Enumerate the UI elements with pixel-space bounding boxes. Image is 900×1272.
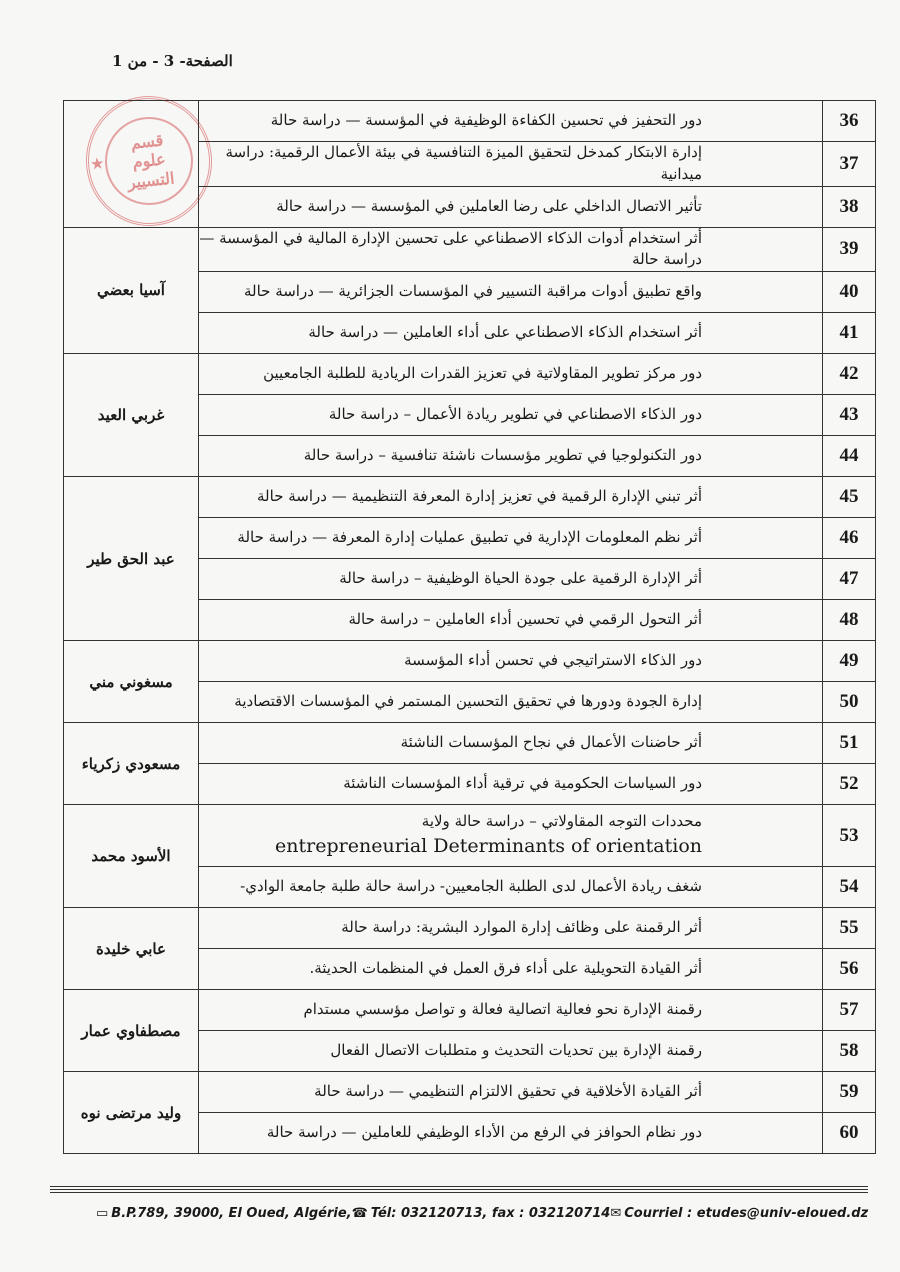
subject-title-text: أثر الرقمنة على وظائف إدارة الموارد البشرية: دراسة حالة: [341, 918, 702, 937]
supervisor-name: غربي العيد: [64, 354, 199, 477]
subject-title-text: أثر استخدام الذكاء الاصطناعي على أداء العاملين — دراسة حالة: [308, 323, 702, 342]
subject-number: 40: [823, 272, 876, 313]
subject-number: 38: [823, 186, 876, 227]
subject-title: [199, 1113, 823, 1154]
subjects-table: [63, 100, 876, 1154]
subject-title: [199, 641, 823, 682]
subject-title: [199, 272, 823, 313]
subject-number: 52: [823, 764, 876, 805]
subject-number: 51: [823, 723, 876, 764]
page-number: الصفحة- 3 - من 1: [112, 52, 233, 70]
subject-title: [199, 764, 823, 805]
table-row: [64, 990, 876, 1031]
stamp-line-1: قسم: [129, 130, 165, 153]
mailbox-icon: ▭: [96, 1206, 109, 1221]
subject-title-text: إدارة الجودة ودورها في تحقيق التحسين المستمر في المؤسسات الاقتصادية: [234, 692, 702, 711]
subject-title-text: دور التحفيز في تحسين الكفاءة الوظيفية في المؤسسة — دراسة حالة: [270, 111, 702, 130]
subject-title: [199, 142, 823, 187]
subject-title-text: أثر حاضنات الأعمال في نجاح المؤسسات الناشئة: [400, 733, 702, 752]
table-row: [64, 908, 876, 949]
subject-number: 49: [823, 641, 876, 682]
subject-number: 47: [823, 559, 876, 600]
subject-number: 59: [823, 1072, 876, 1113]
subject-title: [199, 101, 823, 142]
stamp-line-2: علوم التسيير: [126, 149, 176, 192]
subject-title-text: محددات التوجه المقاولاتي – دراسة حالة ولاية: [421, 811, 702, 830]
footer-email: ✉ Courriel : etudes@univ-eloued.dz: [610, 1206, 869, 1221]
table-row: [64, 477, 876, 518]
subject-title-text: دور الذكاء الاستراتيجي في تحسن أداء المؤسسة: [404, 651, 702, 670]
subject-title: [199, 436, 823, 477]
table-row: [64, 641, 876, 682]
subject-title-text: أثر نظم المعلومات الإدارية في تطبيق عمليات إدارة المعرفة — دراسة حالة: [237, 528, 702, 547]
subject-title-text: أثر التحول الرقمي في تحسين أداء العاملين – دراسة حالة: [348, 610, 702, 629]
subject-title: [199, 227, 823, 272]
subject-number: 44: [823, 436, 876, 477]
subject-title: [199, 723, 823, 764]
table-row: [64, 354, 876, 395]
subject-title-text: رقمنة الإدارة بين تحديات التحديث و متطلبات الاتصال الفعال: [330, 1041, 702, 1060]
subject-number: 57: [823, 990, 876, 1031]
footer-address: ▭ B.P.789, 39000, El Oued, Algérie,: [96, 1206, 352, 1221]
subject-title-text: أثر الإدارة الرقمية على جودة الحياة الوظيفية – دراسة حالة: [339, 569, 702, 588]
subject-title-text: إدارة الابتكار كمدخل لتحقيق الميزة التنافسية في بيئة الأعمال الرقمية: دراسة ميدانية: [225, 143, 702, 183]
mail-icon: ✉: [610, 1206, 622, 1221]
subject-title: [199, 518, 823, 559]
supervisor-name: آسيا بعضي: [64, 227, 199, 354]
subject-number: 36: [823, 101, 876, 142]
subject-number: 60: [823, 1113, 876, 1154]
subject-title-text: أثر استخدام أدوات الذكاء الاصطناعي على تحسين الإدارة المالية في المؤسسة — دراسة حالة: [199, 228, 702, 269]
star-icon: ★: [90, 155, 105, 174]
subject-title-text: شغف ريادة الأعمال لدى الطلبة الجامعيين- دراسة حالة طلبة جامعة الوادي-: [240, 877, 702, 896]
subject-number: 54: [823, 867, 876, 908]
subject-title-text: تأثير الاتصال الداخلي على رضا العاملين في المؤسسة — دراسة حالة: [276, 196, 702, 215]
subject-number: 37: [823, 142, 876, 187]
subject-number: 48: [823, 600, 876, 641]
subject-title: [199, 354, 823, 395]
supervisor-name: مسغوني مني: [64, 641, 199, 723]
supervisor-name: مسعودي زكرياء: [64, 723, 199, 805]
subject-title-text: رقمنة الإدارة نحو فعالية اتصالية فعالة و تواصل مؤسسي مستدام: [303, 1000, 702, 1019]
subject-title: [199, 600, 823, 641]
footer: [96, 1206, 869, 1221]
subject-title: [199, 990, 823, 1031]
subject-title-text: أثر القيادة الأخلاقية في تحقيق الالتزام التنظيمي — دراسة حالة: [314, 1082, 702, 1101]
subject-title: [199, 908, 823, 949]
subject-title: [199, 682, 823, 723]
supervisor-name: عبد الحق طير: [64, 477, 199, 641]
subject-title-text: دور السياسات الحكومية في ترقية أداء المؤسسات الناشئة: [343, 774, 702, 793]
footer-phone: ☎ Tél: 032120713, fax : 032120714: [351, 1206, 611, 1221]
subject-number: 45: [823, 477, 876, 518]
supervisor-name: الأسود محمد: [64, 805, 199, 908]
supervisor-name: [64, 101, 199, 228]
subject-title: [199, 313, 823, 354]
subject-title: [199, 186, 823, 227]
subject-title: [199, 867, 823, 908]
subject-title-text: أثر تبني الإدارة الرقمية في تعزيز إدارة المعرفة التنظيمية — دراسة حالة: [257, 487, 702, 506]
subject-title: [199, 559, 823, 600]
subject-title: [199, 1031, 823, 1072]
subject-title-latin: entrepreneurial Determinants of orientation: [275, 834, 702, 857]
subject-number: 56: [823, 949, 876, 990]
table-row: [64, 227, 876, 272]
footer-divider: [50, 1186, 868, 1195]
table-row: [64, 723, 876, 764]
subject-number: 58: [823, 1031, 876, 1072]
supervisor-name: مصطفاوي عمار: [64, 990, 199, 1072]
subject-number: 43: [823, 395, 876, 436]
supervisor-name: عابي خليدة: [64, 908, 199, 990]
subject-title-text: دور التكنولوجيا في تطوير مؤسسات ناشئة تنافسية – دراسة حالة: [303, 446, 702, 465]
subject-number: 39: [823, 227, 876, 272]
subject-title: [199, 477, 823, 518]
subject-title-text: أثر القيادة التحويلية على أداء فرق العمل في المنظمات الحديثة.: [309, 959, 702, 978]
subject-number: 53: [823, 805, 876, 867]
subject-title: [199, 805, 823, 867]
subject-number: 55: [823, 908, 876, 949]
subject-number: 50: [823, 682, 876, 723]
supervisor-name: وليد مرتضى نوه: [64, 1072, 199, 1154]
subject-number: 42: [823, 354, 876, 395]
phone-icon: ☎: [351, 1206, 368, 1221]
table-row: [64, 805, 876, 867]
subject-title: [199, 395, 823, 436]
subject-title: [199, 949, 823, 990]
table-row: [64, 1072, 876, 1113]
subject-title-text: واقع تطبيق أدوات مراقبة التسيير في المؤسسات الجزائرية — دراسة حالة: [243, 282, 702, 301]
subject-number: 41: [823, 313, 876, 354]
subject-title-text: دور نظام الحوافز في الرفع من الأداء الوظيفي للعاملين — دراسة حالة: [266, 1123, 702, 1142]
subject-title-text: دور مركز تطوير المقاولاتية في تعزيز القدرات الريادية للطلبة الجامعيين: [263, 364, 702, 383]
subject-title: [199, 1072, 823, 1113]
subject-number: 46: [823, 518, 876, 559]
subject-title-text: دور الذكاء الاصطناعي في تطوير ريادة الأعمال – دراسة حالة: [328, 405, 702, 424]
table-row: [64, 101, 876, 142]
